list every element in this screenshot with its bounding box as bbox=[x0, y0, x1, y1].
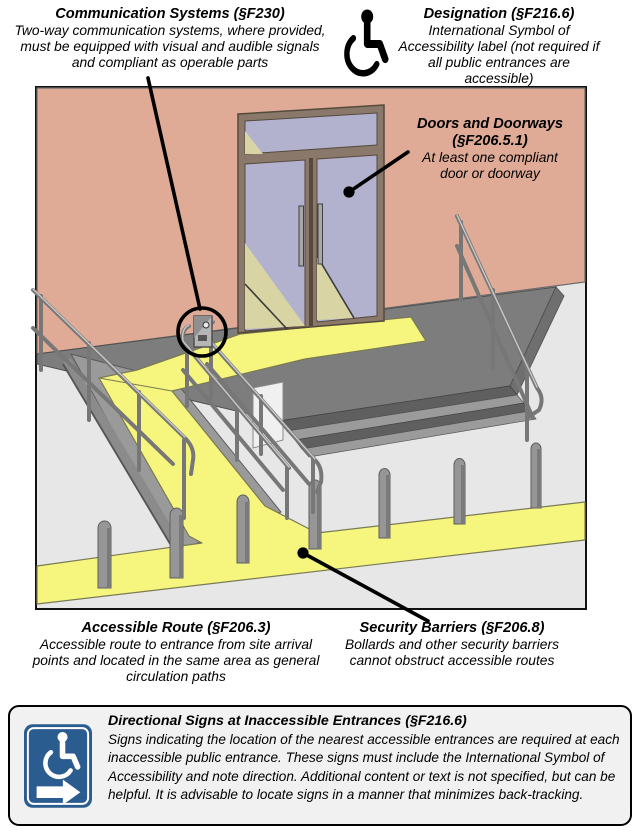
bollard bbox=[454, 459, 465, 524]
annotation-body: Bollards and other security barriers cannot obstruct accessible routes bbox=[345, 636, 559, 668]
annotation-designation bbox=[392, 6, 606, 87]
note-body: Signs indicating the location of the nearest accessible entrances are required at each inaccessible public entrance. These signs must include the International Symbol of Accessibility and note direction. Additional content or text is not specified, but can be helpful. It is advisable to locate signs in a manner that minimizes back-tracking. bbox=[108, 731, 620, 803]
intercom-device bbox=[194, 316, 212, 347]
annotation-body: Two-way communication systems, where provided, must be equipped with visual and audible signals and compliant as operable parts bbox=[14, 22, 326, 71]
annotation-body: International Symbol of Accessibility label (not required if all public entrances are accessible) bbox=[398, 22, 600, 87]
annotation-title: Designation (§F216.6) bbox=[423, 6, 575, 22]
entrance-doors bbox=[238, 105, 384, 333]
annotation-body: Accessible route to entrance from site arrival points and located in the same area as general circulation paths bbox=[32, 636, 320, 685]
door-handle bbox=[299, 206, 304, 266]
annotation-title: Doors and Doorways (§F206.5.1) bbox=[417, 116, 563, 149]
annotation-accessible-route bbox=[26, 620, 326, 685]
directional-signs-note bbox=[8, 705, 632, 826]
annotation-title: Security Barriers (§F206.8) bbox=[359, 620, 545, 636]
bollard bbox=[379, 469, 390, 539]
note-title: Directional Signs at Inaccessible Entrances (§F216.6) bbox=[108, 713, 467, 729]
annotation-doors bbox=[408, 116, 572, 182]
door-handle bbox=[318, 204, 323, 264]
accessibility-symbol-icon bbox=[333, 8, 393, 80]
directional-sign-icon bbox=[24, 723, 92, 809]
bollard bbox=[237, 495, 249, 563]
annotation-communication-systems bbox=[8, 6, 332, 71]
annotation-security-barriers bbox=[336, 620, 568, 669]
annotation-title: Accessible Route (§F206.3) bbox=[81, 620, 271, 636]
annotation-title: Communication Systems (§F230) bbox=[55, 6, 285, 22]
annotation-body: At least one compliant door or doorway bbox=[422, 149, 558, 181]
directional-signs-text bbox=[108, 713, 624, 805]
bollard bbox=[98, 521, 111, 588]
bollard bbox=[170, 508, 183, 578]
bollard bbox=[531, 443, 541, 508]
